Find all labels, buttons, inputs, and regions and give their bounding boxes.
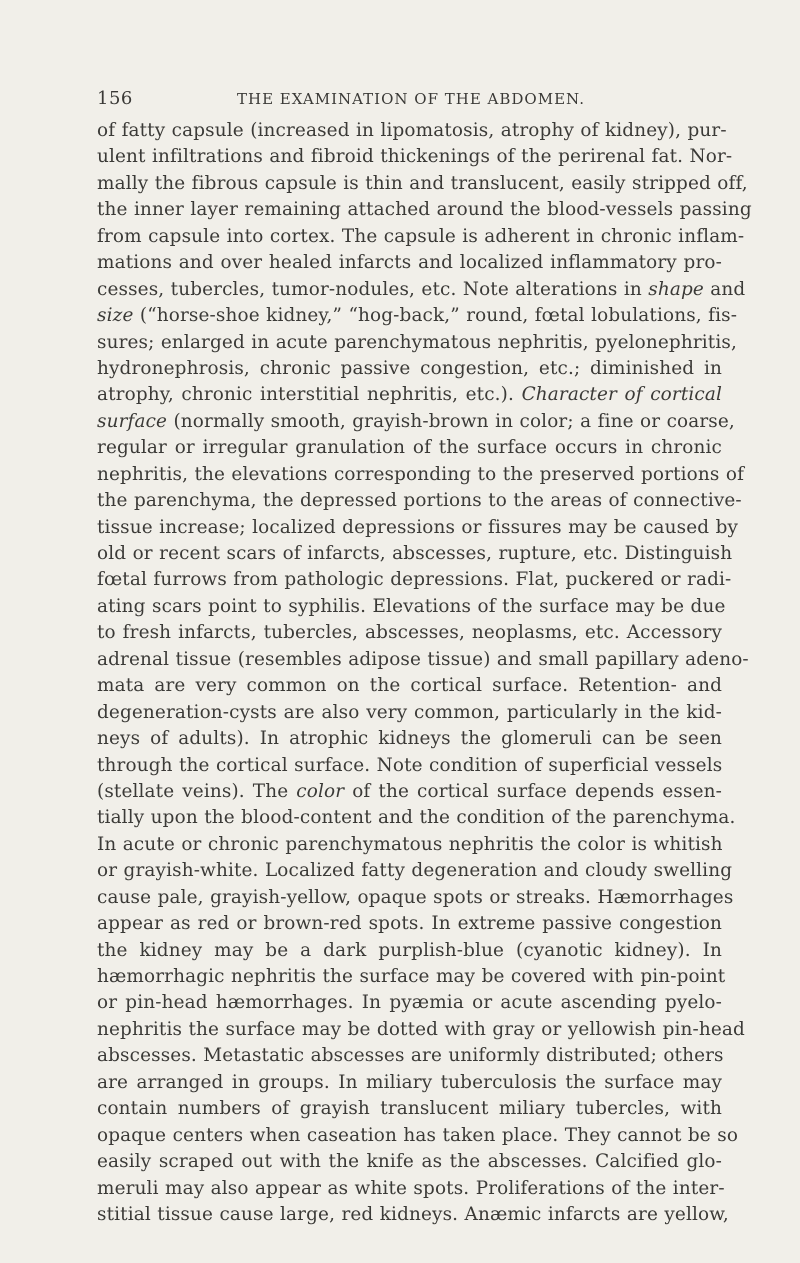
text-line [97,462,745,488]
text-line [97,144,733,170]
text-run: neys of adults). In atrophic kidneys the glomeruli can be seen [97,728,722,750]
text-line [97,620,722,646]
running-head-title: THE EXAMINATION OF THE ABDOMEN. [237,90,585,108]
text-line [97,277,746,303]
text-line [97,726,722,752]
text-run: tially upon the blood-content and the condition of the parenchyma. [97,807,736,829]
italic-term: color [296,780,345,802]
text-line [97,805,736,831]
text-run: degeneration-cysts are also very common, particularly in the kid- [97,701,722,723]
text-run: the kidney may be a dark purplish-blue (cyanotic kidney). In [97,939,722,961]
text-run: of the cortical surface depends essen- [344,780,722,802]
italic-term: Character of cortical [521,384,722,406]
text-run: contain numbers of grayish translucent miliary tubercles, with [97,1098,722,1120]
text-run: easily scraped out with the knife as the abscesses. Calcified glo- [97,1151,722,1173]
text-run: nephritis, the elevations corresponding to the preserved portions of [97,463,745,485]
running-head [97,88,720,114]
text-line [97,224,745,250]
text-run: hæmorrhagic nephritis the surface may be covered with pin-point [97,966,726,987]
text-line [97,1149,722,1175]
text-line [97,938,722,964]
text-run: mally the fibrous capsule is thin and translucent, easily stripped off, [97,172,748,194]
text-run: cesses, tubercles, tumor-nodules, etc. Note alterations in [97,278,649,300]
text-line [97,1123,739,1149]
text-run: abscesses. Metastatic abscesses are uniformly distributed; others [97,1045,724,1067]
text-run: the parenchyma, the depressed portions to the areas of connective- [97,490,742,512]
text-line [97,1202,729,1228]
italic-term: size [97,305,134,327]
text-run: ulent infiltrations and fibroid thickenings of the perirenal fat. Nor- [97,146,733,168]
text-run: of fatty capsule (increased in lipomatosis, atrophy of kidney), pur- [97,120,727,141]
text-line [97,330,737,356]
text-run: old or recent scars of infarcts, abscesses, rupture, etc. Distinguish [97,543,733,564]
text-run: from capsule into cortex. The capsule is adherent in chronic inflam- [97,225,745,247]
text-line [97,567,732,593]
text-run: (stellate veins). The [97,780,297,802]
text-run: adrenal tissue (resembles adipose tissue) and small papillary adeno- [97,648,749,670]
text-line [97,964,726,990]
text-run: In acute or chronic parenchymatous nephritis the color is whitish [97,833,723,855]
text-run: (“horse-shoe kidney,” “hog-back,” round, fœtal lobulations, fis- [133,305,738,327]
text-line [97,1017,745,1043]
text-line [97,885,734,911]
text-line [97,1176,725,1202]
text-line [97,435,722,461]
text-run: regular or irregular granulation of the surface occurs in chronic [97,437,722,459]
text-line [97,515,739,541]
text-run: (normally smooth, grayish-brown in color; a fine or coarse, [167,410,735,432]
italic-term: shape [648,278,704,300]
text-run: appear as red or brown-red spots. In extreme passive congestion [97,913,722,935]
text-line [97,1043,722,1069]
text-run: the inner layer remaining attached around the blood-vessels passing [97,199,752,221]
text-line [97,356,722,382]
text-run: meruli may also appear as white spots. Proliferations of the inter- [97,1177,725,1199]
text-run: atrophy, chronic interstitial nephritis, etc.). [97,384,522,406]
text-run: stitial tissue cause large, red kidneys. Anæmic infarcts are yellow, [97,1203,729,1225]
text-run: sures; enlarged in acute parenchymatous nephritis, pyelonephritis, [97,331,737,353]
text-line [97,541,733,567]
text-run: mata are very common on the cortical surface. Retention- and [97,675,722,697]
text-line [97,118,727,144]
text-line [97,171,748,197]
text-line [97,409,735,435]
italic-term: surface [97,410,168,432]
text-line [97,647,749,673]
text-run: opaque centers when caseation has taken place. They cannot be so [97,1124,739,1146]
text-line [97,911,722,937]
text-line [97,1096,722,1122]
text-line [97,673,722,699]
text-run: fœtal furrows from pathologic depressions. Flat, puckered or radi- [97,569,732,591]
text-line [97,1070,722,1096]
text-run: nephritis the surface may be dotted with gray or yellowish pin-head [97,1018,745,1040]
text-run: to fresh infarcts, tubercles, abscesses, neoplasms, etc. Accessory [97,622,722,644]
text-run: or pin-head hæmorrhages. In pyæmia or acute ascending pyelo- [97,992,722,1014]
text-line [97,832,722,858]
text-line [97,594,726,620]
text-line [97,700,722,726]
text-run: tissue increase; localized depressions or fissures may be caused by [97,516,739,538]
text-run: mations and over healed infarcts and localized inflammatory pro- [97,252,722,274]
page-number: 156 [97,88,133,109]
text-run: or grayish-white. Localized fatty degeneration and cloudy swelling [97,860,733,882]
text-line [97,488,742,514]
text-line [97,990,722,1016]
text-run: hydronephrosis, chronic passive congestion, etc.; diminished in [97,357,722,379]
body-paragraph [97,118,752,1228]
text-line [97,250,722,276]
text-run: cause pale, grayish-yellow, opaque spots or streaks. Hæmorrhages [97,886,734,908]
text-line [97,382,722,408]
text-run: ating scars point to syphilis. Elevations of the surface may be due [97,595,726,617]
text-run: and [703,278,746,300]
text-line [97,197,752,223]
text-line [97,858,733,884]
text-line [97,753,722,779]
text-line [97,303,738,329]
text-run: through the cortical surface. Note condition of superficial vessels [97,754,723,776]
text-line [97,779,722,805]
text-run: are arranged in groups. In miliary tuberculosis the surface may [97,1071,722,1093]
